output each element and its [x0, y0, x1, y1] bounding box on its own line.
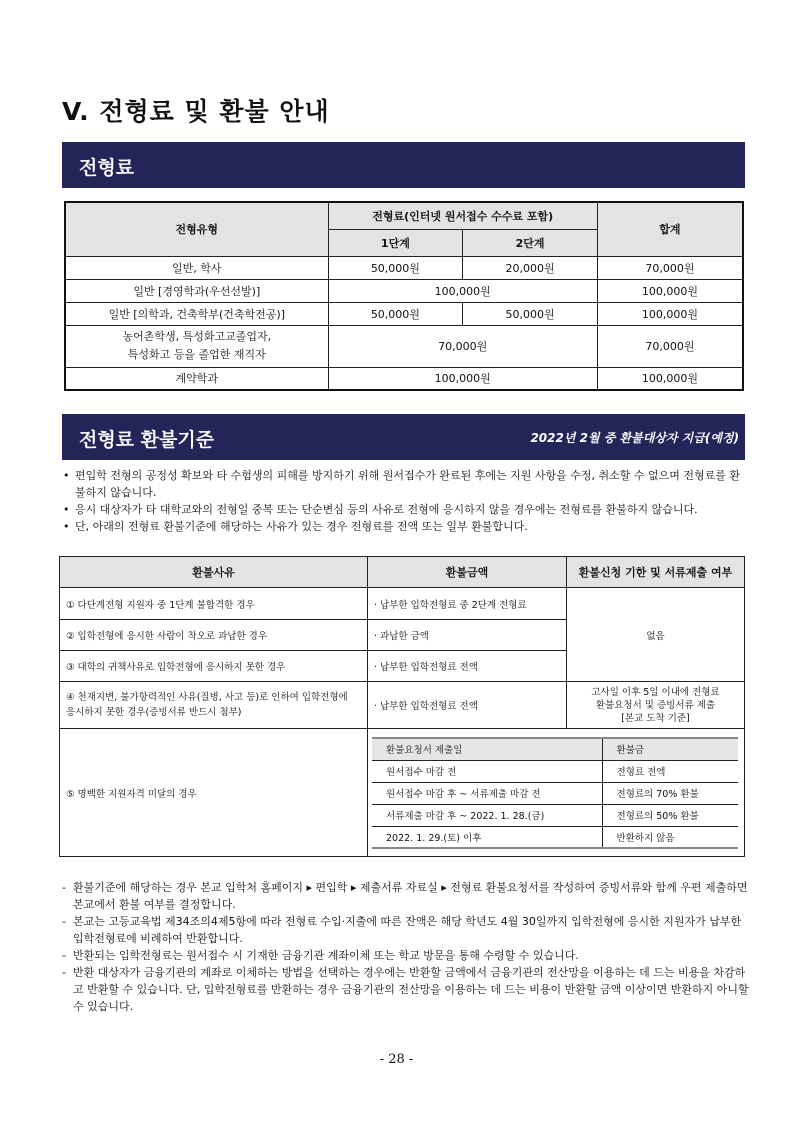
list-item: • 응시 대상자가 타 대학교와의 전형일 중복 또는 단순변심 등의 사유로 전형에 응시하지 않을 경우에는 전형료를 환불하지 않습니다.	[62, 501, 742, 518]
fee-cell-type-line2: 특성화고 등을 졸업한 재직자	[127, 348, 266, 361]
refund-header-reason: 환불사유	[60, 557, 368, 588]
section-header-refund	[62, 414, 745, 460]
refund-cell-deadline	[567, 682, 745, 729]
schedule-cell-amount: 전형료의 50% 환불	[602, 804, 738, 826]
refund-cell-reason: ② 입학전형에 응시한 사람이 착오로 과납한 경우	[60, 620, 368, 651]
schedule-cell-when: 2022. 1. 29.(토) 이후	[372, 826, 602, 848]
refund-reason-line2: 응시하지 못한 경우(증빙서류 반드시 첨부)	[66, 707, 242, 718]
fee-cell-total: 70,000원	[597, 256, 743, 279]
table-row	[65, 302, 743, 325]
fee-header-stage1: 1단계	[328, 229, 463, 256]
fee-cell-type	[65, 325, 328, 367]
fee-cell-total: 70,000원	[597, 325, 743, 367]
refund-schedule-table	[372, 737, 738, 849]
fee-cell-total: 100,000원	[597, 367, 743, 390]
fee-cell-type: 계약학과	[65, 367, 328, 390]
refund-bullets	[62, 467, 742, 535]
refund-cell-deadline: 없음	[567, 588, 745, 682]
table-row	[65, 256, 743, 279]
list-item: • 편입학 전형의 공정성 확보와 타 수험생의 피해를 방지하기 위해 원서접수가 완료된 후에는 지원 사항을 수정, 취소할 수 없으며 전형료를 환불하지 않습니다.	[62, 467, 742, 501]
schedule-cell-when: 원서접수 마감 전	[372, 760, 602, 782]
section-header-fee	[62, 142, 745, 188]
refund-cell-amount: · 납부한 입학전형료 중 2단계 전형료	[368, 588, 567, 620]
fee-cell-fee: 100,000원	[328, 279, 597, 302]
fee-cell-total: 100,000원	[597, 302, 743, 325]
fee-cell-stage1: 50,000원	[328, 302, 463, 325]
fee-header-stage2: 2단계	[463, 229, 598, 256]
section-title-fee: 전형료	[79, 157, 135, 179]
fee-cell-type: 일반 [경영학과(우선선발)]	[65, 279, 328, 302]
list-item: - 반환되는 입학전형료는 원서접수 시 기재한 금융기관 계좌이체 또는 학교 방문을 통해 수령할 수 있습니다.	[62, 947, 752, 964]
refund-cell-amount: · 과납한 금액	[368, 620, 567, 651]
fee-cell-fee: 100,000원	[328, 367, 597, 390]
refund-cell-reason	[60, 682, 368, 729]
schedule-cell-amount: 전형료의 70% 환불	[602, 782, 738, 804]
schedule-cell-amount: 반환하지 않음	[602, 826, 738, 848]
list-item: • 단, 아래의 전형료 환불기준에 해당하는 사유가 있는 경우 전형료를 전액 또는 일부 환불합니다.	[62, 518, 742, 535]
table-row	[60, 682, 745, 729]
schedule-cell-amount: 전형료 전액	[602, 760, 738, 782]
refund-table	[59, 556, 745, 857]
fee-header-total: 합계	[597, 202, 743, 256]
fee-table	[64, 201, 744, 391]
schedule-cell-when: 원서접수 마감 후 ~ 서류제출 마감 전	[372, 782, 602, 804]
schedule-cell-when: 서류제출 마감 후 ~ 2022. 1. 28.(금)	[372, 804, 602, 826]
refund-cell-reason: ⑤ 명백한 지원자격 미달의 경우	[60, 729, 368, 857]
fee-cell-stage2: 20,000원	[463, 256, 598, 279]
fee-cell-stage1: 50,000원	[328, 256, 463, 279]
table-row	[372, 826, 738, 848]
fee-cell-type: 일반, 학사	[65, 256, 328, 279]
refund-deadline-line1: 고사일 이후 5일 이내에 전형료	[591, 686, 720, 698]
schedule-header-when: 환불요청서 제출일	[372, 738, 602, 760]
page-title: V. 전형료 및 환불 안내	[62, 97, 330, 126]
refund-cell-amount: · 납부한 입학전형료 전액	[368, 651, 567, 682]
schedule-header-amount: 환불금	[602, 738, 738, 760]
section-note-refund: 2022년 2월 중 환불대상자 지급(예정)	[530, 431, 739, 445]
fee-cell-type: 일반 [의학과, 건축학부(건축학전공)]	[65, 302, 328, 325]
refund-schedule-cell	[368, 729, 745, 857]
fee-cell-type-line1: 농어촌학생, 특성화고교졸업자,	[122, 330, 272, 343]
refund-notes	[62, 879, 752, 1015]
table-row	[372, 804, 738, 826]
table-row	[65, 279, 743, 302]
list-item: - 환불기준에 해당하는 경우 본교 입학처 홈페이지 ▸ 편입학 ▸ 제출서류 자료실 ▸ 전형료 환불요청서를 작성하여 증빙서류와 함께 우편 제출하면 본교에서 환불 여부를 결정합니다.	[62, 879, 752, 913]
refund-cell-amount: · 납부한 입학전형료 전액	[368, 682, 567, 729]
table-row	[65, 367, 743, 390]
list-item: - 반환 대상자가 금융기관의 계좌로 이체하는 방법을 선택하는 경우에는 반환할 금액에서 금융기관의 전산망을 이용하는 데 드는 비용을 차감하고 반환할 수 있습니다. 단, 입학전형료를 반환하는 경우 금융기관의 전산망을 이용하는 데 드는 비용이 반환할 금액 이상이면 반환하지 아니할 수 있습니다.	[62, 964, 752, 1015]
page-number: - 28 -	[379, 1052, 414, 1067]
refund-cell-reason: ③ 대학의 귀책사유로 입학전형에 응시하지 못한 경우	[60, 651, 368, 682]
fee-cell-stage2: 50,000원	[463, 302, 598, 325]
refund-reason-line1: ④ 천재지변, 불가항력적인 사유(질병, 사고 등)로 인하여 입학전형에	[66, 692, 348, 703]
table-row	[372, 760, 738, 782]
table-row	[372, 738, 738, 760]
fee-header-group: 전형료(인터넷 원서접수 수수료 포함)	[328, 202, 597, 229]
refund-cell-reason: ① 다단계전형 지원자 중 1단계 불합격한 경우	[60, 588, 368, 620]
refund-deadline-line2: 환불요청서 및 증빙서류 제출	[595, 699, 716, 711]
table-row	[60, 729, 745, 857]
section-title-refund: 전형료 환불기준	[79, 429, 215, 451]
list-item: - 본교는 고등교육법 제34조의4제5항에 따라 전형료 수입·지출에 따른 잔액은 해당 학년도 4월 30일까지 입학전형에 응시한 지원자가 납부한 입학전형료에 비례하여 반환합니다.	[62, 913, 752, 947]
table-row	[65, 325, 743, 367]
fee-header-type: 전형유형	[65, 202, 328, 256]
refund-header-deadline: 환불신청 기한 및 서류제출 여부	[567, 557, 745, 588]
fee-cell-fee: 70,000원	[328, 325, 597, 367]
refund-header-amount: 환불금액	[368, 557, 567, 588]
table-row	[372, 782, 738, 804]
fee-cell-total: 100,000원	[597, 279, 743, 302]
refund-deadline-line3: [본교 도착 기준]	[621, 712, 690, 724]
table-row	[60, 588, 745, 620]
